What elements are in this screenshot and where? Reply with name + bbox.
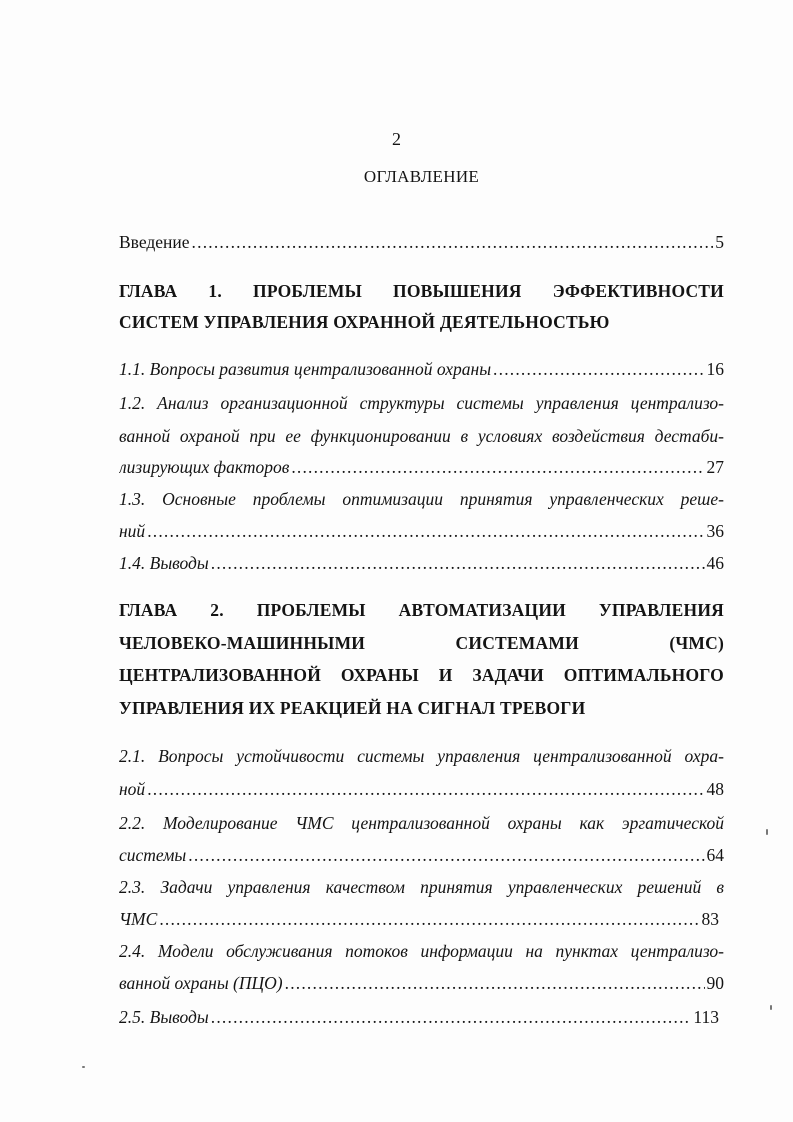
toc-entry-label: 1.1. Вопросы развития централизованной охраны	[119, 359, 492, 379]
toc-entry-page: 48	[706, 779, 724, 799]
toc-entry-label: 1.4. Выводы	[119, 553, 209, 573]
toc-entry-page: 36	[706, 521, 724, 541]
toc-entry-page: 83	[701, 909, 719, 929]
toc-entry-page: 16	[706, 359, 724, 379]
toc-entry-label: ЧМС	[119, 909, 158, 929]
toc-entry-page: 90	[706, 973, 724, 993]
toc-entry-1-2-line-3[interactable]	[119, 456, 724, 478]
toc-entry-label: ний	[119, 521, 146, 541]
toc-entry-label: ванной охраны (ПЦО)	[119, 973, 283, 993]
toc-title: ОГЛАВЛЕНИЕ	[363, 167, 480, 186]
dot-leader	[147, 520, 704, 542]
toc-entry-label: лизирующих факторов	[119, 457, 290, 477]
dot-leader	[211, 552, 705, 574]
toc-entry-2-2-line-1[interactable]: 2.2. Моделирование ЧМС централизованной охраны как эргатической	[119, 813, 724, 833]
toc-entry-2-4-line-2[interactable]	[119, 972, 724, 994]
toc-entry-page: 27	[706, 457, 724, 477]
toc-entry-2-3-line-1[interactable]: 2.3. Задачи управления качеством принятия управленческих решений в	[119, 877, 724, 897]
toc-entry-page: 64	[706, 845, 724, 865]
chapter-2-heading-line-3: ЦЕНТРАЛИЗОВАННОЙ ОХРАНЫ И ЗАДАЧИ ОПТИМАЛЬНОГО	[119, 665, 724, 685]
toc-entry-label: Введение	[119, 232, 190, 252]
scan-speck	[770, 1005, 772, 1010]
scan-speck	[82, 1066, 85, 1068]
scan-speck	[766, 829, 768, 835]
dot-leader	[159, 908, 699, 930]
toc-entry-2-3-line-2[interactable]	[119, 908, 719, 930]
dot-leader	[192, 231, 714, 253]
page-number: 2	[392, 129, 401, 149]
toc-entry-label: 2.5. Выводы	[119, 1007, 209, 1027]
toc-entry-1-3-line-1[interactable]: 1.3. Основные проблемы оптимизации принятия управленческих реше-	[119, 489, 724, 509]
chapter-1-heading-line-1: ГЛАВА 1. ПРОБЛЕМЫ ПОВЫШЕНИЯ ЭФФЕКТИВНОСТИ	[119, 281, 724, 301]
chapter-2-heading-line-1: ГЛАВА 2. ПРОБЛЕМЫ АВТОМАТИЗАЦИИ УПРАВЛЕНИЯ	[119, 600, 724, 620]
dot-leader	[291, 456, 704, 478]
toc-entry-2-1-line-1[interactable]: 2.1. Вопросы устойчивости системы управления централизованной охра-	[119, 746, 724, 766]
toc-entry-1-4[interactable]	[119, 552, 724, 574]
chapter-2-heading-line-2: ЧЕЛОВЕКО-МАШИННЫМИ СИСТЕМАМИ (ЧМС)	[119, 633, 724, 653]
toc-entry-2-4-line-1[interactable]: 2.4. Модели обслуживания потоков информации на пунктах централизо-	[119, 941, 724, 961]
toc-entry-2-1-line-2[interactable]	[119, 778, 724, 800]
toc-entry-intro[interactable]	[119, 231, 724, 253]
toc-entry-label: ной	[119, 779, 146, 799]
toc-entry-2-5[interactable]	[119, 1006, 719, 1028]
dot-leader	[285, 972, 705, 994]
toc-entry-1-2-line-1[interactable]: 1.2. Анализ организационной структуры системы управления централизо-	[119, 393, 724, 413]
dot-leader	[493, 358, 704, 380]
dot-leader	[147, 778, 704, 800]
toc-entry-1-1[interactable]	[119, 358, 724, 380]
toc-entry-2-2-line-2[interactable]	[119, 844, 724, 866]
chapter-1-heading-line-2: СИСТЕМ УПРАВЛЕНИЯ ОХРАННОЙ ДЕЯТЕЛЬНОСТЬЮ	[119, 312, 610, 332]
dot-leader	[188, 844, 704, 866]
toc-entry-page: 113	[693, 1007, 719, 1027]
toc-entry-page: 46	[706, 553, 724, 573]
toc-entry-1-3-line-2[interactable]	[119, 520, 724, 542]
toc-entry-label: системы	[119, 845, 187, 865]
chapter-2-heading-line-4: УПРАВЛЕНИЯ ИХ РЕАКЦИЕЙ НА СИГНАЛ ТРЕВОГИ	[119, 698, 586, 718]
toc-entry-1-2-line-2[interactable]: ванной охраной при ее функционировании в условиях воздействия дестаби-	[119, 426, 724, 446]
dot-leader	[211, 1006, 692, 1028]
toc-entry-page: 5	[715, 232, 724, 252]
